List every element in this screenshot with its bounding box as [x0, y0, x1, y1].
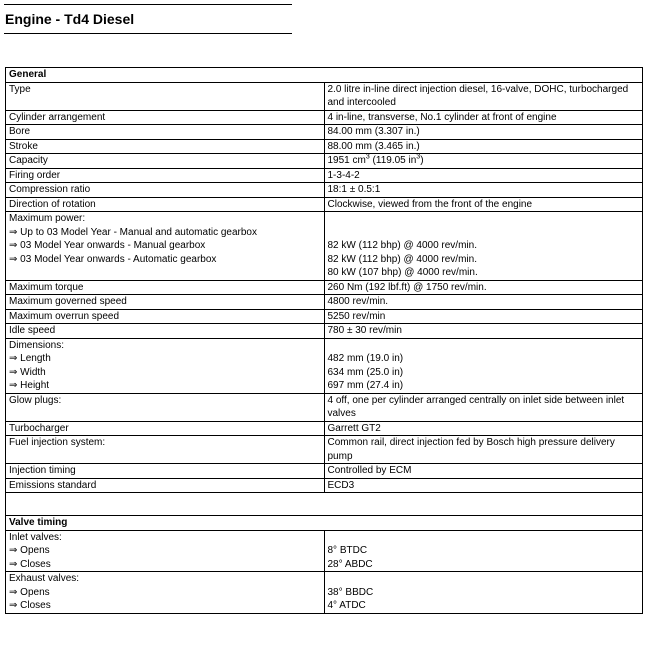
- inlet-val-1: 8° BTDC: [327, 545, 368, 556]
- dimensions-val-1: 482 mm (19.0 in): [327, 353, 404, 364]
- exhaust-heading: Exhaust valves:: [9, 573, 80, 584]
- row-label: Emissions standard: [6, 478, 325, 493]
- row-value: 260 Nm (192 lbf.ft) @ 1750 rev/min.: [324, 280, 643, 295]
- dimensions-sub-1: ⇒ Length: [9, 352, 321, 366]
- exhaust-val-1: 38° BBDC: [327, 586, 374, 598]
- table-row: [6, 154, 643, 169]
- row-label: Maximum torque: [6, 280, 325, 295]
- table-row: [6, 125, 643, 140]
- table-row: [6, 309, 643, 324]
- section-valve-timing: [6, 516, 643, 531]
- row-value: 2.0 litre in-line direct injection diesel, 16-valve, DOHC, turbocharged and intercooled: [324, 82, 643, 110]
- row-value: 5250 rev/min: [324, 309, 643, 324]
- row-value: Common rail, direct injection fed by Bosch high pressure delivery pump: [324, 436, 643, 464]
- page-title: Engine - Td4 Diesel: [5, 11, 135, 27]
- row-value: 18:1 ± 0.5:1: [324, 183, 643, 198]
- row-label: Maximum governed speed: [6, 295, 325, 310]
- row-value: [324, 338, 643, 393]
- row-label: Compression ratio: [6, 183, 325, 198]
- dimensions-val-2: 634 mm (25.0 in): [327, 366, 404, 378]
- row-label: Maximum overrun speed: [6, 309, 325, 324]
- power-val-1: 82 kW (112 bhp) @ 4000 rev/min.: [327, 240, 477, 251]
- row-label: Firing order: [6, 168, 325, 183]
- row-label: Capacity: [6, 154, 325, 169]
- table-row: [6, 436, 643, 464]
- row-label: [6, 572, 325, 614]
- row-label: [6, 530, 325, 572]
- row-value: Garrett GT2: [324, 421, 643, 436]
- table-row: [6, 421, 643, 436]
- power-sub-3: ⇒ 03 Model Year onwards - Automatic gearbox: [9, 253, 321, 267]
- power-sub-1: ⇒ Up to 03 Model Year - Manual and automatic gearbox: [9, 226, 321, 240]
- table-row: [6, 197, 643, 212]
- table-row: [6, 572, 643, 614]
- table-row: [6, 280, 643, 295]
- row-value: Controlled by ECM: [324, 464, 643, 479]
- exhaust-val-2: 4° ATDC: [327, 600, 366, 611]
- table-row: [6, 212, 643, 281]
- table-row: [6, 530, 643, 572]
- dimensions-sub-3: ⇒ Height: [9, 379, 321, 393]
- row-value: [324, 572, 643, 614]
- power-sub-2: ⇒ 03 Model Year onwards - Manual gearbox: [9, 239, 321, 253]
- row-value: 4 off, one per cylinder arranged centrally on inlet side between inlet valves: [324, 393, 643, 421]
- table-row: [6, 168, 643, 183]
- row-label: Turbocharger: [6, 421, 325, 436]
- row-label: Glow plugs:: [6, 393, 325, 421]
- row-label: Type: [6, 82, 325, 110]
- row-value: Clockwise, viewed from the front of the engine: [324, 197, 643, 212]
- row-label: Fuel injection system:: [6, 436, 325, 464]
- row-value: [324, 154, 643, 169]
- inlet-val-2: 28° ABDC: [327, 558, 373, 570]
- exhaust-sub-1: ⇒ Opens: [9, 586, 321, 600]
- row-label: [6, 338, 325, 393]
- title-bar: [4, 4, 292, 34]
- spec-table: [5, 67, 643, 614]
- capacity-cc: 1951 cm: [327, 155, 366, 166]
- section-general: [6, 68, 643, 83]
- row-label: Direction of rotation: [6, 197, 325, 212]
- dimensions-val-3: 697 mm (27.4 in): [327, 380, 404, 391]
- section-gap: [6, 493, 643, 516]
- row-value: 4 in-line, transverse, No.1 cylinder at front of engine: [324, 110, 643, 125]
- table-row: [6, 393, 643, 421]
- row-label: Stroke: [6, 139, 325, 154]
- table-row: [6, 82, 643, 110]
- table-row: [6, 338, 643, 393]
- row-value: 780 ± 30 rev/min: [324, 324, 643, 339]
- row-label: Idle speed: [6, 324, 325, 339]
- row-value: 4800 rev/min.: [324, 295, 643, 310]
- row-value: [324, 212, 643, 281]
- row-value: ECD3: [324, 478, 643, 493]
- row-label: Injection timing: [6, 464, 325, 479]
- power-val-2: 82 kW (112 bhp) @ 4000 rev/min.: [327, 253, 477, 265]
- table-row: [6, 183, 643, 198]
- power-heading: Maximum power:: [9, 213, 86, 224]
- capacity-cuin: (119.05 in: [369, 155, 417, 166]
- table-row: [6, 324, 643, 339]
- table-row: [6, 478, 643, 493]
- table-row: [6, 110, 643, 125]
- exhaust-sub-2: ⇒ Closes: [9, 599, 321, 613]
- inlet-heading: Inlet valves:: [9, 531, 62, 543]
- row-value: 88.00 mm (3.465 in.): [324, 139, 643, 154]
- inlet-sub-1: ⇒ Opens: [9, 544, 321, 558]
- power-val-3: 80 kW (107 bhp) @ 4000 rev/min.: [327, 267, 478, 278]
- row-value: 84.00 mm (3.307 in.): [324, 125, 643, 140]
- cube-sup: 3: [416, 153, 421, 161]
- table-row: [6, 139, 643, 154]
- row-value: 1-3-4-2: [324, 168, 643, 183]
- dimensions-heading: Dimensions:: [9, 339, 65, 351]
- row-value: [324, 530, 643, 572]
- table-row: [6, 295, 643, 310]
- section-title: Valve timing: [6, 516, 643, 531]
- inlet-sub-2: ⇒ Closes: [9, 558, 321, 572]
- row-label: [6, 212, 325, 281]
- cube-sup: 3: [365, 153, 370, 161]
- dimensions-sub-2: ⇒ Width: [9, 366, 321, 380]
- section-title: General: [6, 68, 643, 83]
- capacity-close: ): [420, 155, 424, 166]
- row-label: Cylinder arrangement: [6, 110, 325, 125]
- row-label: Bore: [6, 125, 325, 140]
- table-row: [6, 464, 643, 479]
